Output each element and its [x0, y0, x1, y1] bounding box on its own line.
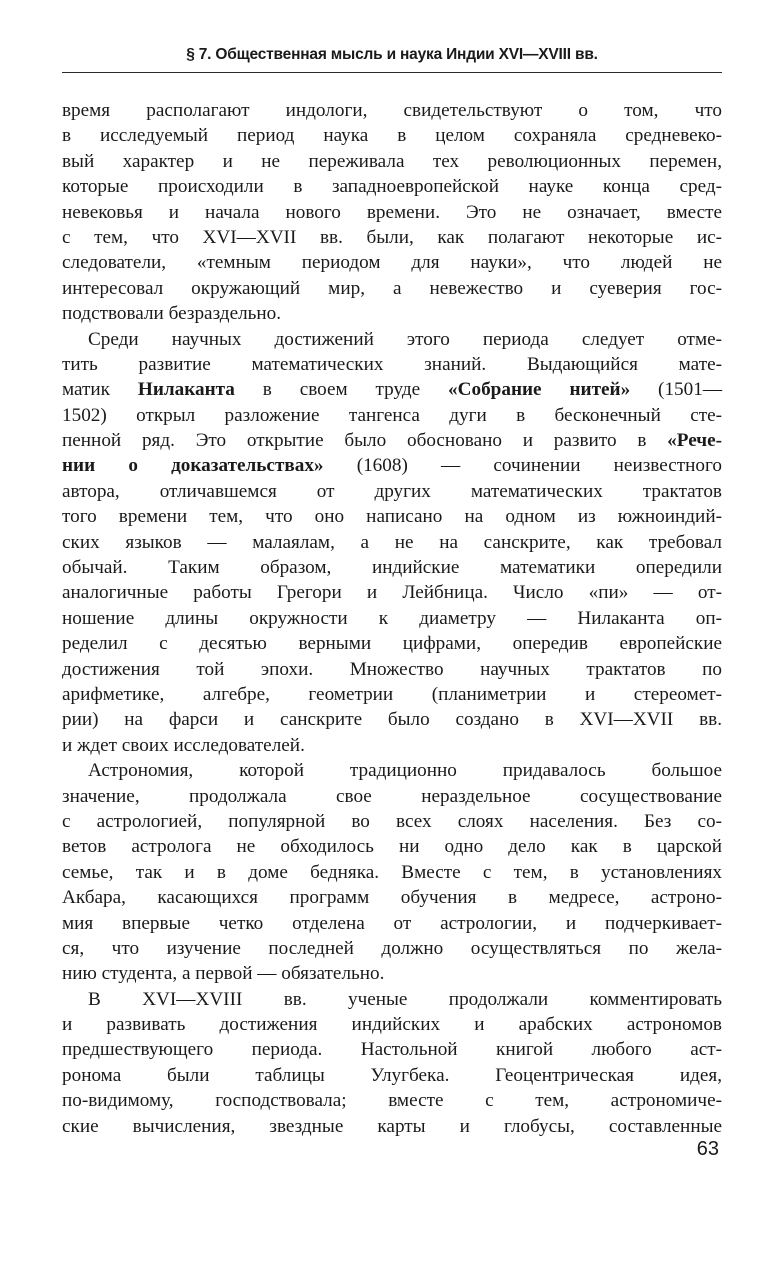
text-line: мия впервые четко отделена от астрологии, и подчеркивает- — [62, 912, 722, 934]
header-divider — [62, 72, 722, 73]
text-line: по-видимому, господствовала; вместе с тем, астрономиче- — [62, 1090, 722, 1112]
text-line: подствовали безраздельно. — [62, 303, 282, 325]
text-line: аналогичные работы Грегори и Лейбница. Число «пи» — от- — [62, 582, 722, 604]
text-line: с тем, что XVI—XVII вв. были, как полагают некоторые ис- — [62, 226, 722, 248]
text-line: пенной ряд. Это открытие было обосновано и развито в «Рече- — [62, 430, 722, 452]
text-line: которые происходили в западноевропейской науке конца сред- — [62, 176, 722, 198]
text-line: обычай. Таким образом, индийские математики опередили — [62, 557, 722, 579]
text-line: того времени тем, что оно написано на одном из южноиндий- — [62, 506, 722, 528]
text-line: достижения той эпохи. Множество научных трактатов по — [62, 658, 722, 680]
text-line: ношение длины окружности к диаметру — Нилаканта оп- — [62, 607, 722, 629]
text-line: рии) на фарси и санскрите было создано в XVI—XVII вв. — [62, 709, 722, 731]
text-line: в исследуемый период наука в целом сохраняла средневеко- — [62, 125, 722, 147]
emphasis-title: «Рече- — [667, 430, 722, 452]
text-line: тить развитие математических знаний. Выдающийся мате- — [62, 353, 722, 375]
text-line: матик Нилаканта в своем труде «Собрание нитей» (1501— — [62, 379, 723, 401]
emphasis-name: Нилаканта — [137, 379, 235, 401]
running-header: § 7. Общественная мысль и наука Индии XVI—XVIII вв. — [186, 46, 598, 63]
text-line: невековья и начала нового времени. Это не означает, вместе — [62, 201, 722, 223]
text-line: предшествующего периода. Настольной книгой любого аст- — [62, 1039, 722, 1061]
text-line: ветов астролога не обходилось ни одно дело как в царской — [62, 836, 722, 858]
text-line: Акбара, касающихся программ обучения в медресе, астроно- — [62, 887, 722, 909]
text-line: и ждет своих исследователей. — [62, 734, 305, 756]
text-line: 1502) открыл разложение тангенса дуги в бесконечный сте- — [62, 404, 722, 426]
text-line: арифметике, алгебре, геометрии (планиметрии и стереомет- — [62, 683, 722, 705]
text-line: и развивать достижения индийских и арабских астрономов — [62, 1014, 722, 1036]
text-line: вый характер и не переживала тех революционных перемен, — [62, 150, 722, 172]
emphasis-title: «Собрание нитей» — [448, 379, 631, 401]
text-line: семье, так и в доме бедняка. Вместе с тем, в установлениях — [62, 861, 722, 883]
page-number: 63 — [696, 1138, 719, 1160]
text-line: интересовал окружающий мир, а невежество и суеверия гос- — [62, 277, 722, 299]
text-line: ские вычисления, звездные карты и глобусы, составленные — [62, 1115, 722, 1137]
text-line: следователи, «темным периодом для науки», что людей не — [62, 252, 722, 274]
text-line: Астрономия, которой традиционно придавалось большое — [88, 760, 722, 782]
text-line: нии о доказательствах» (1608) — сочинении неизвестного — [62, 455, 722, 477]
text-line: значение, продолжала свое нераздельное сосуществование — [62, 785, 722, 807]
body-text — [62, 98, 722, 1139]
text-line: ределил с десятью верными цифрами, опередив европейские — [62, 633, 722, 655]
text-line: время располагают индологи, свидетельствуют о том, что — [62, 100, 722, 121]
text-line: нию студента, а первой — обязательно. — [62, 963, 385, 985]
text-line: ских языков — малаялам, а не на санскрите, как требовал — [62, 531, 722, 553]
text-line: ся, что изучение последней должно осуществляться по жела- — [62, 937, 722, 959]
text-line: Среди научных достижений этого периода следует отме- — [88, 328, 722, 350]
text-line: ронома были таблицы Улугбека. Геоцентрическая идея, — [62, 1064, 722, 1086]
text-line: В XVI—XVIII вв. ученые продолжали комментировать — [88, 988, 722, 1010]
text-line: автора, отличавшемся от других математических трактатов — [62, 480, 722, 502]
text-line: с астрологией, популярной во всех слоях населения. Без со- — [62, 810, 722, 832]
emphasis-title: нии о доказательствах» — [62, 455, 324, 477]
